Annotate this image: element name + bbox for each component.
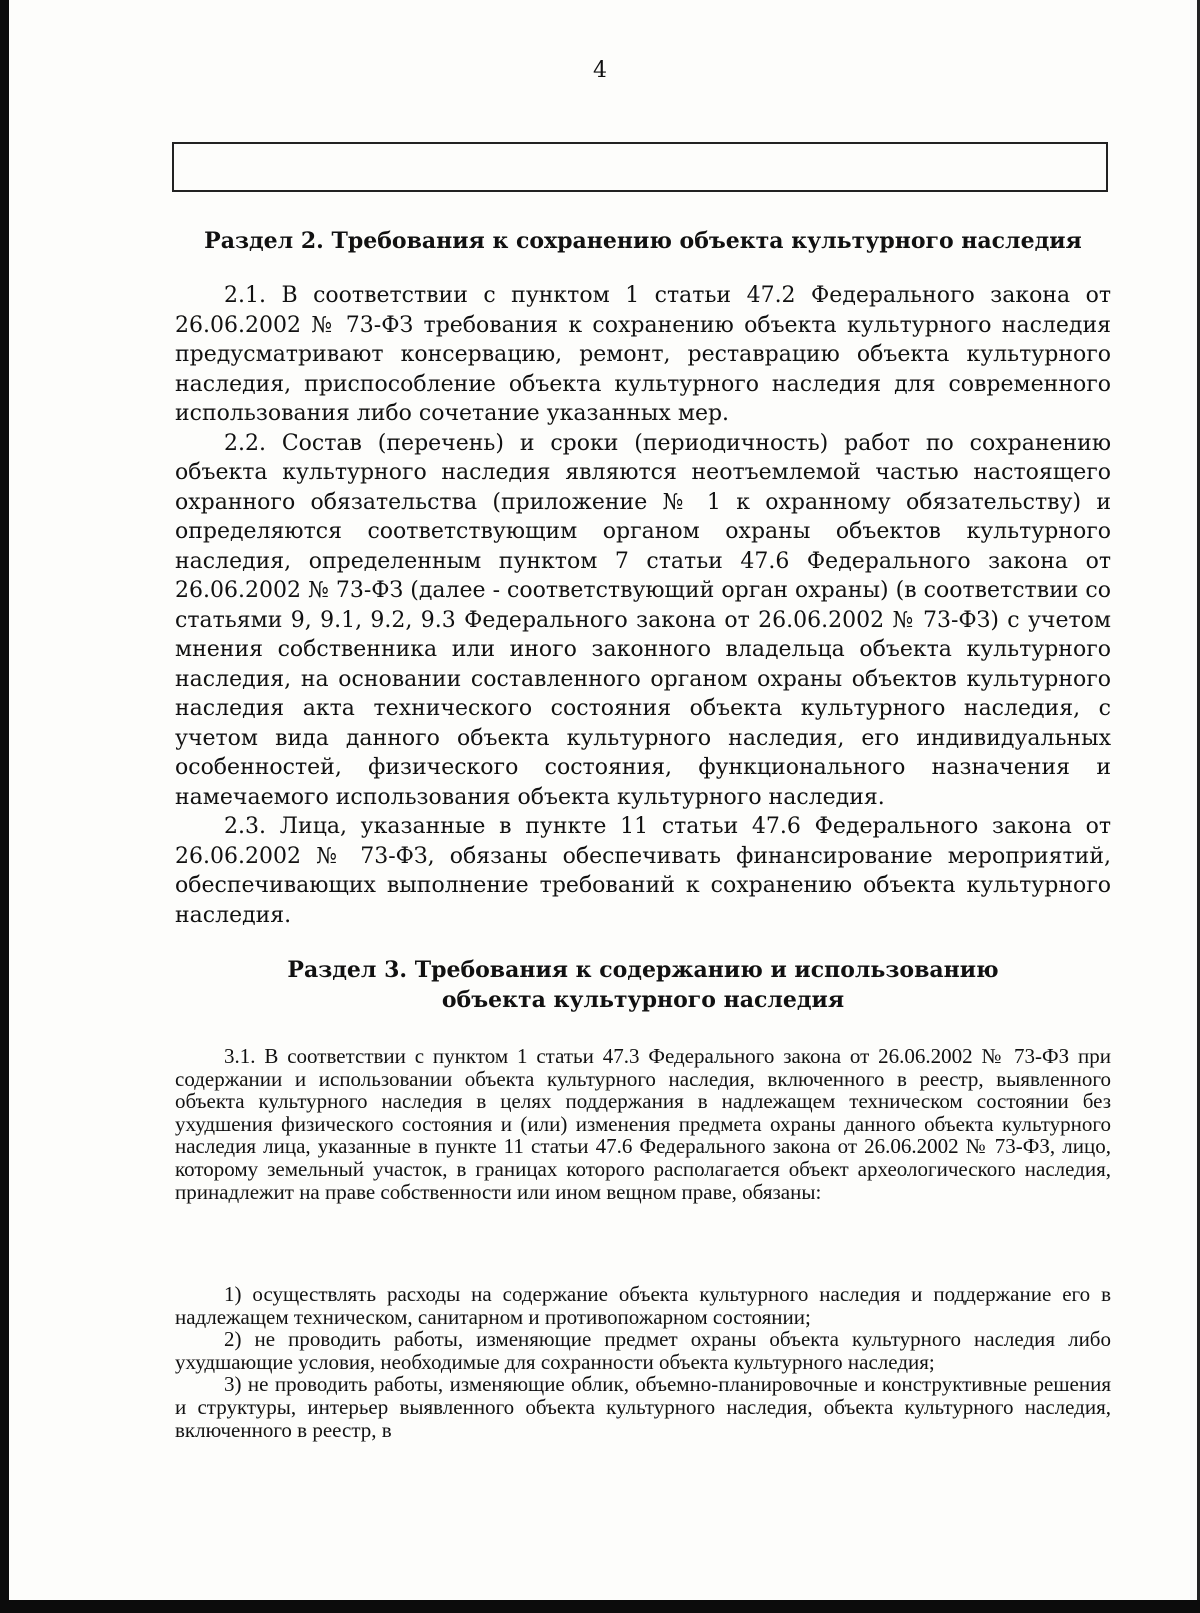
paragraph-2-2: 2.2. Состав (перечень) и сроки (периодичность) работ по сохранению объекта культурного наследия являются неотъемлемой частью настоящего охранного обязательства (приложение № 1 к охранному обязательству) и определяются соответствующим органом охраны объектов культурного наследия, определенным пунктом 7 статьи 47.6 Федерального закона от 26.06.2002 № 73-ФЗ (далее - соответствующий орган охраны) (в соответствии со статьями 9, 9.1, 9.2, 9.3 Федерального закона от 26.06.2002 № 73-ФЗ) с учетом мнения собственника или иного законного владельца объекта культурного наследия, на основании составленного органом охраны объектов культурного наследия акта технического состояния объекта культурного наследия, с учетом вида данного объекта культурного наследия, его индивидуальных особенностей, физического состояния, функционального назначения и намечаемого использования объекта культурного наследия. bbox=[175, 430, 1111, 810]
section-2-title: Раздел 2. Требования к сохранению объекта культурного наследия bbox=[204, 228, 1082, 254]
empty-frame-box bbox=[172, 142, 1108, 192]
list-item: 3) не проводить работы, изменяющие облик, объемно-планировочные и конструктивные решения и структуры, интерьер выявленного объекта культурного наследия, объекта культурного наследия, включенного в реестр, в bbox=[175, 1372, 1111, 1442]
scan-edge-bottom bbox=[0, 1600, 1200, 1613]
paragraph-2-3: 2.3. Лица, указанные в пункте 11 статьи 47.6 Федерального закона от 26.06.2002 № 73-ФЗ, обязаны обеспечивать финансирование мероприятий, обеспечивающих выполнение требований к сохранению объекта культурного наследия. bbox=[175, 814, 1111, 928]
paragraph-2-1: 2.1. В соответствии с пунктом 1 статьи 47.2 Федерального закона от 26.06.2002 № 73-ФЗ требования к сохранению объекта культурного наследия предусматривают консервацию, ремонт, реставрацию объекта культурного наследия, приспособление объекта культурного наследия для современного использования либо сочетание указанных мер. bbox=[175, 283, 1111, 426]
scan-edge-left bbox=[0, 0, 9, 1613]
page-number: 4 bbox=[593, 58, 607, 83]
section-3-body bbox=[175, 1045, 1111, 1203]
section-2-body bbox=[175, 281, 1111, 930]
paragraph-3-1: 3.1. В соответствии с пунктом 1 статьи 47.3 Федерального закона от 26.06.2002 № 73-ФЗ при содержании и использовании объекта культурного наследия, включенного в реестр, выявленного объекта культурного наследия в целях поддержания в надлежащем техническом состоянии без ухудшения физического состояния и (или) изменения предмета охраны данного объекта культурного наследия лица, указанные в пункте 11 статьи 47.6 Федерального закона от 26.06.2002 № 73-ФЗ, лицо, которому земельный участок, в границах которого располагается объект археологического наследия, принадлежит на праве собственности или ином вещном праве, обязаны: bbox=[175, 1044, 1111, 1204]
obligations-list bbox=[175, 1283, 1111, 1441]
section-3-header bbox=[175, 955, 1111, 1015]
section-3-title-line-2: объекта культурного наследия bbox=[441, 987, 845, 1013]
list-item: 2) не проводить работы, изменяющие предмет охраны объекта культурного наследия либо ухудшающие условия, необходимые для сохранности объекта культурного наследия; bbox=[175, 1327, 1111, 1374]
section-3-title-line-1: Раздел 3. Требования к содержанию и использованию bbox=[287, 957, 999, 983]
section-2-header bbox=[175, 226, 1111, 256]
list-item: 1) осуществлять расходы на содержание объекта культурного наследия и поддержание его в надлежащем техническом, санитарном и противопожарном состоянии; bbox=[175, 1282, 1111, 1329]
